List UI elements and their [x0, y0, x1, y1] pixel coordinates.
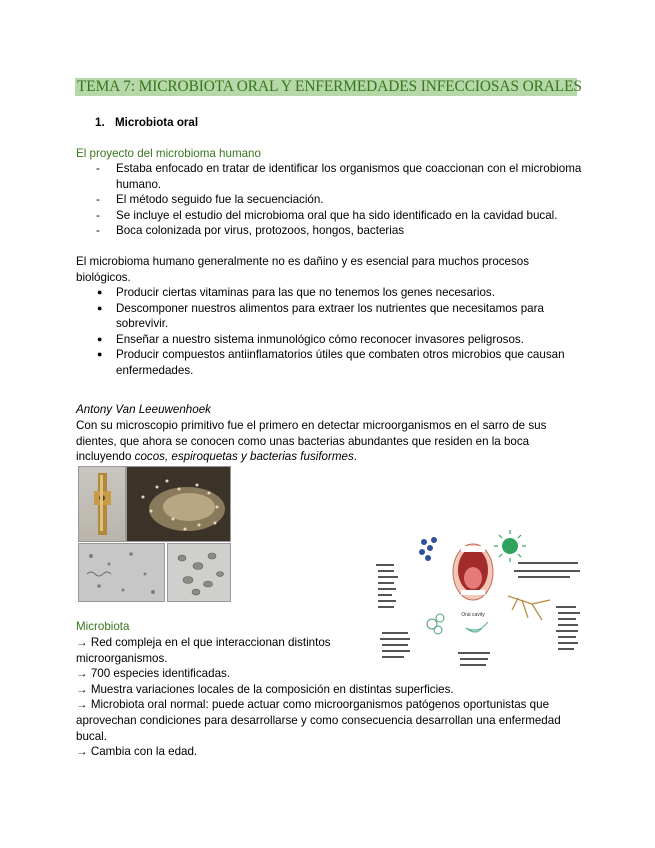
list-item: ● Enseñar a nuestro sistema inmunológico cómo reconocer invasores peligrosos.	[97, 332, 524, 346]
flagellate-icon	[466, 622, 488, 632]
microscope-icon	[79, 467, 125, 541]
microbiota-line: microorganismos.	[76, 651, 168, 665]
microbiota-line: aprovechan condiciones para desarrollarse y como consecuencia desarrollan una enfermedad	[76, 713, 561, 727]
coccus-cluster-icon	[419, 537, 437, 561]
leeuwenhoek-heading: Antony Van Leeuwenhoek	[76, 403, 211, 416]
list-item: ● Producir compuestos antiinflamatorios útiles que combaten otros microbios que causan enfermedades.	[97, 348, 565, 377]
microbioma-intro: El microbioma humano generalmente no es dañino y es esencial para muchos procesos biológicos.	[76, 255, 530, 284]
list-item: ● Producir ciertas vitaminas para las que no tenemos los genes necesarios.	[97, 286, 495, 299]
proyecto-heading: El proyecto del microbioma humano	[76, 147, 261, 160]
microbiota-line: → Red compleja en el que interaccionan distintos	[76, 636, 331, 649]
microbiota-line: → Microbiota oral normal: puede actuar como microorganismos patógenos oportunistas que	[76, 698, 550, 712]
list-item: - Estaba enfocado en tratar de identificar los organismos que coaccionan con el microbioma humano.	[96, 162, 582, 191]
list-item: - Boca colonizada por virus, protozoos, hongos, bacterias	[96, 224, 405, 238]
leeuwenhoek-paragraph: Con su microscopio primitivo fue el primero en detectar microorganismos en el sarro de sus dientes, que ahora se conocen como unas bacterias abundantes que residen en la boca incluyendo cocos, espiroquetas y bacterias fusiformes.	[76, 419, 547, 464]
microscope-photo	[78, 466, 126, 542]
bacteria-cluster-icon	[127, 467, 230, 541]
center-label: Oral cavity	[461, 612, 485, 618]
microbiota-heading: Microbiota	[76, 620, 130, 633]
bacteria-micrograph-2	[78, 543, 165, 602]
section-heading	[95, 115, 198, 131]
microbiota-line: → 700 especies identificadas.	[76, 667, 231, 681]
section-title: Microbiota oral	[115, 116, 199, 129]
spirochete-icon	[79, 544, 164, 601]
microbiota-line: → Cambia con la edad.	[76, 745, 198, 759]
list-item: - Se incluye el estudio del microbioma oral que ha sido identificado en la cavidad bucal.	[96, 208, 558, 222]
microbiota-lines	[76, 635, 561, 760]
bacteria-micrograph-3	[167, 543, 231, 602]
microbioma-bullets	[96, 285, 565, 379]
virus-icon	[494, 530, 526, 562]
proyecto-list	[96, 161, 581, 239]
mouth-icon	[453, 544, 493, 600]
protozoa-icon	[427, 614, 444, 634]
bacteria-micrograph-1	[126, 466, 231, 542]
section-number: 1.	[95, 116, 105, 129]
microbiota-line: bucal.	[76, 729, 107, 743]
list-item: ● Descomponer nuestros alimentos para extraer los nutrientes que necesitamos para sobrevivir.	[97, 301, 544, 331]
fungi-hyphae-icon	[508, 596, 550, 620]
list-item: - El método seguido fue la secuenciación.	[96, 193, 324, 207]
page-title: TEMA 7: MICROBIOTA ORAL Y ENFERMEDADES INFECCIOSAS ORALES	[77, 78, 582, 95]
fusiform-bacteria-icon	[168, 544, 230, 601]
microbiota-line: → Muestra variaciones locales de la composición en distintas superficies.	[76, 682, 454, 696]
